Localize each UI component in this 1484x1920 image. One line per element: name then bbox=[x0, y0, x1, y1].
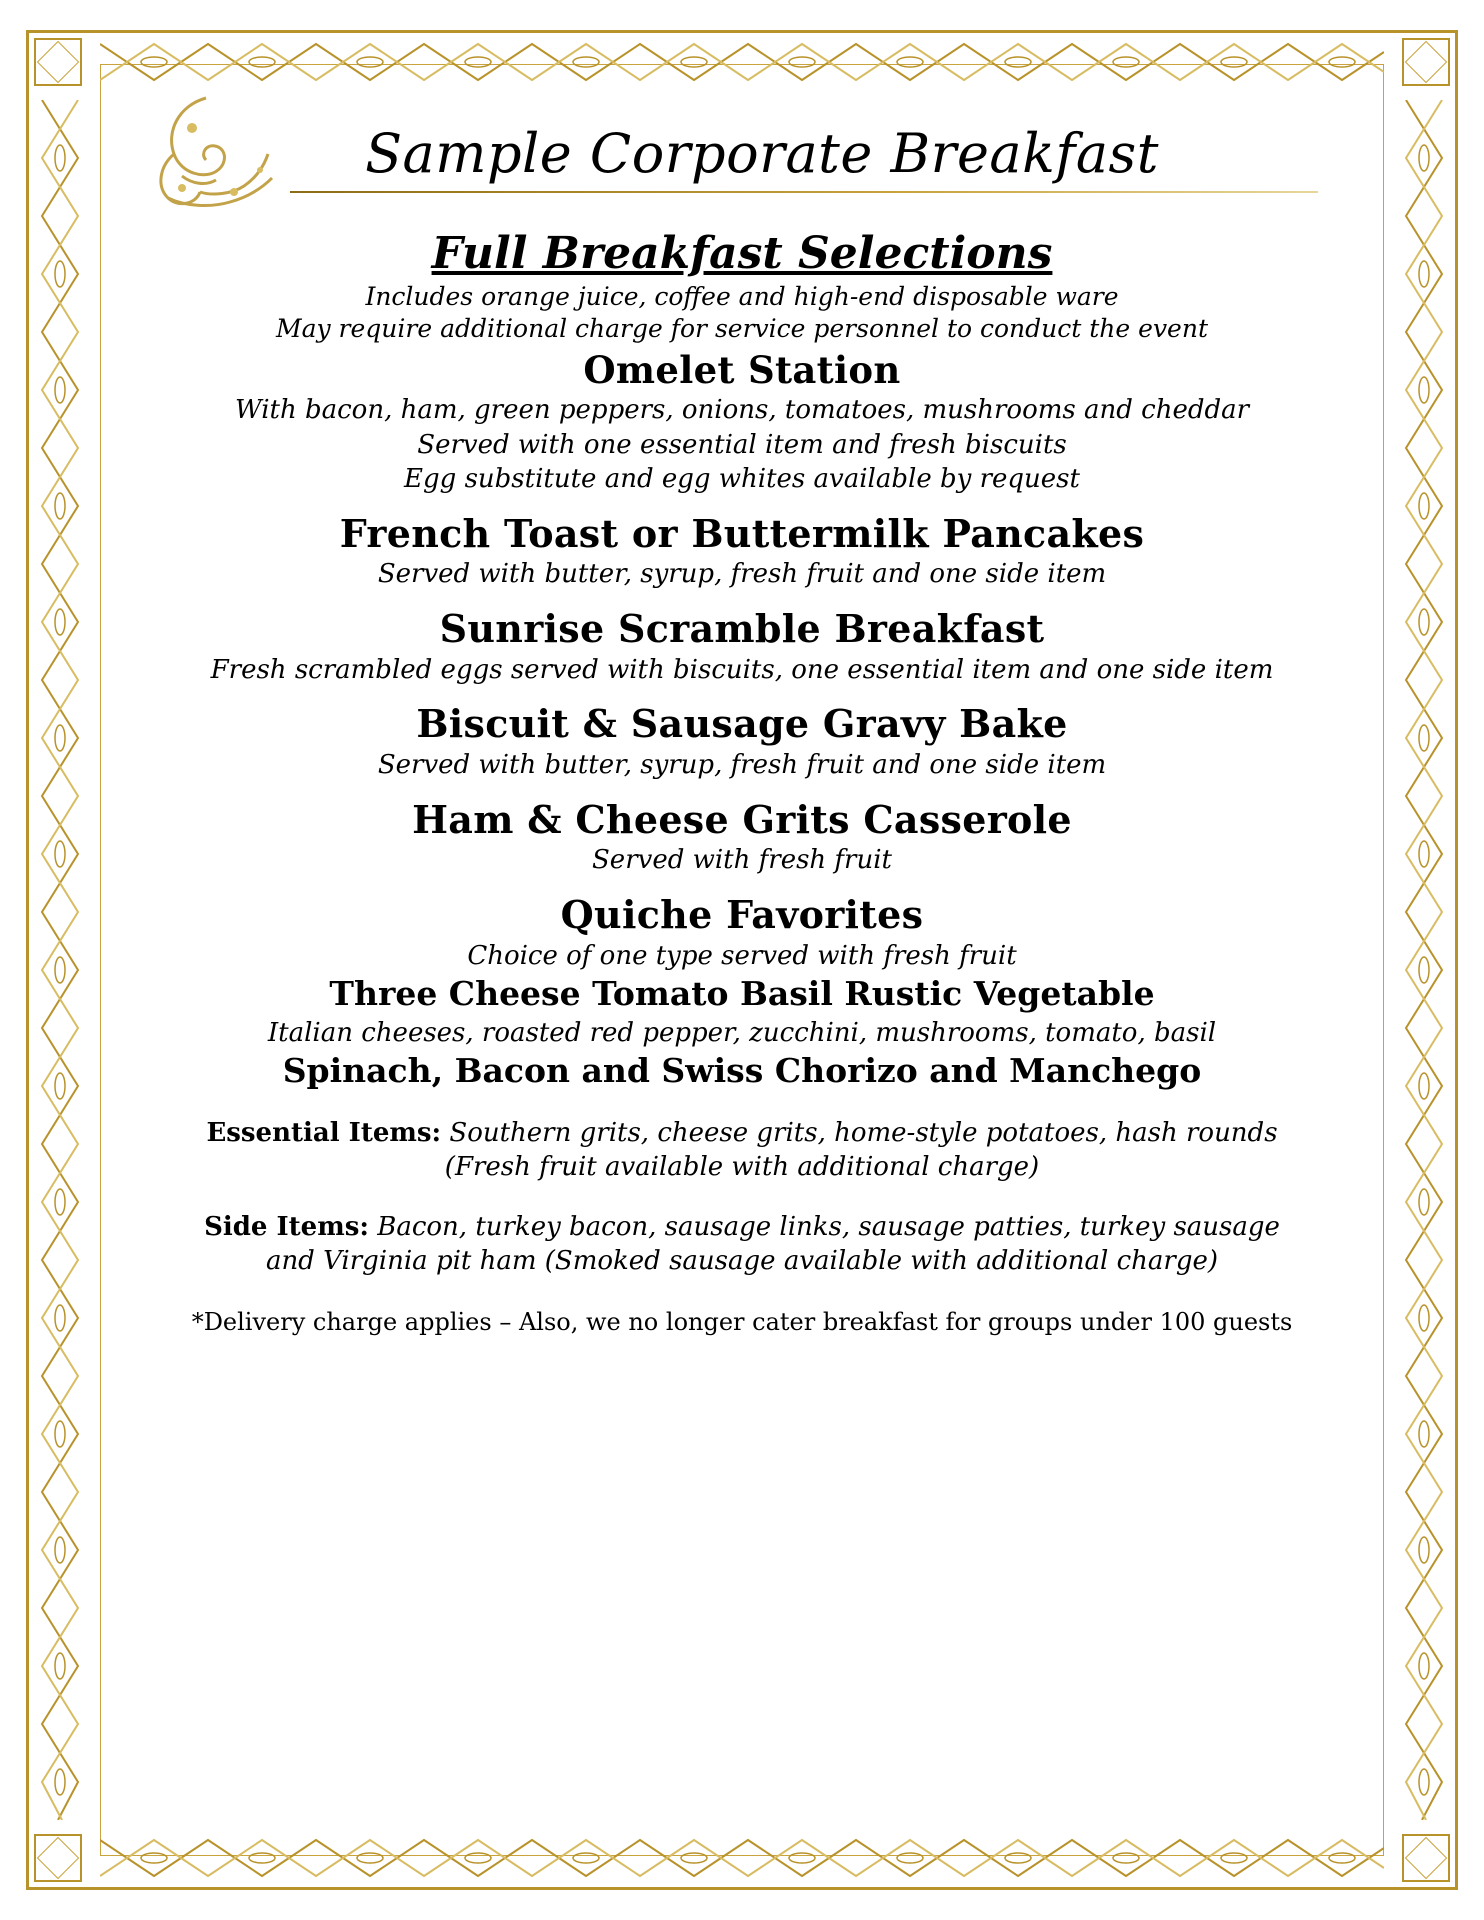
floral-flourish-icon bbox=[148, 92, 278, 212]
quiche-ingredients: Italian cheeses, roasted red pepper, zucchini, mushrooms, tomato, basil bbox=[267, 1017, 1217, 1048]
essential-items-block bbox=[120, 1117, 1364, 1185]
title-divider bbox=[290, 191, 1318, 193]
menu-item-french-toast-or-buttermilk-pancakes bbox=[120, 512, 1364, 591]
essential-items-line-1 bbox=[120, 1117, 1364, 1151]
essential-items-label: Essential Items: bbox=[206, 1118, 442, 1149]
menu-item-ham-and-cheese-grits-casserole bbox=[120, 798, 1364, 877]
menu-item-name: Omelet Station bbox=[583, 347, 901, 392]
delivery-note: *Delivery charge applies – Also, we no longer cater breakfast for groups under 100 guests bbox=[191, 1308, 1293, 1337]
menu-item-omelet-station bbox=[120, 349, 1364, 496]
menu-item-desc-line: With bacon, ham, green peppers, onions, tomatoes, mushrooms and cheddar bbox=[234, 395, 1250, 426]
menu-item-name: Ham & Cheese Grits Casserole bbox=[412, 796, 1072, 842]
quiche-types-line-1: Three Cheese Tomato Basil Rustic Vegetable bbox=[329, 974, 1155, 1014]
menu-item-desc-line: Choice of one type served with fresh fruit bbox=[467, 940, 1017, 971]
menu-item-desc-line: Served with butter, syrup, fresh fruit and one side item bbox=[377, 559, 1107, 590]
corner-ornament-top-left-icon bbox=[34, 38, 82, 86]
border-chain-right-ornament bbox=[1402, 100, 1446, 1820]
section-title: Full Breakfast Selections bbox=[431, 228, 1053, 279]
corner-ornament-top-right-icon bbox=[1402, 38, 1450, 86]
menu-item-desc-line: Served with butter, syrup, fresh fruit and one side item bbox=[377, 750, 1107, 781]
menu-item-name: Biscuit & Sausage Gravy Bake bbox=[416, 701, 1068, 747]
corner-ornament-bottom-left-icon bbox=[34, 1834, 82, 1882]
side-items-line-2: and Virginia pit ham (Smoked sausage available with additional charge) bbox=[265, 1245, 1219, 1276]
essential-items-line-2: (Fresh fruit available with additional charge) bbox=[444, 1152, 1040, 1183]
menu-item-quiche-favorites bbox=[120, 893, 1364, 1091]
page-title: Sample Corporate Breakfast bbox=[365, 122, 1159, 185]
menu-item-desc-line: Fresh scrambled eggs served with biscuits, one essential item and one side item bbox=[210, 654, 1274, 685]
side-items-line-1 bbox=[120, 1211, 1364, 1245]
essential-items-text: Southern grits, cheese grits, home-style potatoes, hash rounds bbox=[441, 1118, 1278, 1149]
title-block bbox=[120, 90, 1364, 214]
zigzag-ornament-icon bbox=[1402, 100, 1446, 1820]
quiche-types-line-2: Spinach, Bacon and Swiss Chorizo and Manchego bbox=[282, 1051, 1202, 1091]
side-items-text: Bacon, turkey bacon, sausage links, sausage patties, turkey sausage bbox=[368, 1211, 1280, 1242]
corner-ornament-bottom-right-icon bbox=[1402, 1834, 1450, 1882]
menu-item-name: Quiche Favorites bbox=[560, 891, 924, 937]
menu-item-name: Sunrise Scramble Breakfast bbox=[439, 605, 1045, 651]
zigzag-ornament-icon bbox=[38, 100, 82, 1820]
intro-line-1: Includes orange juice, coffee and high-end disposable ware bbox=[365, 282, 1119, 311]
menu-content bbox=[120, 90, 1364, 1336]
menu-item-name: French Toast or Buttermilk Pancakes bbox=[339, 510, 1145, 556]
border-chain-left-ornament bbox=[38, 100, 82, 1820]
border-chain-top-ornament bbox=[100, 40, 1384, 84]
border-chain-bottom-ornament bbox=[100, 1836, 1384, 1880]
side-items-block bbox=[120, 1211, 1364, 1279]
zigzag-ornament-icon bbox=[100, 1836, 1384, 1880]
menu-item-biscuit-and-sausage-gravy-bake bbox=[120, 702, 1364, 781]
side-items-label: Side Items: bbox=[204, 1211, 369, 1242]
menu-item-desc-line: Egg substitute and egg whites available by request bbox=[404, 464, 1080, 495]
menu-item-desc-line: Served with fresh fruit bbox=[592, 845, 892, 876]
zigzag-ornament-icon bbox=[100, 40, 1384, 84]
intro-line-2: May require additional charge for service personnel to conduct the event bbox=[275, 313, 1209, 343]
menu-item-desc-line: Served with one essential item and fresh biscuits bbox=[417, 429, 1067, 460]
menu-item-sunrise-scramble-breakfast bbox=[120, 607, 1364, 686]
